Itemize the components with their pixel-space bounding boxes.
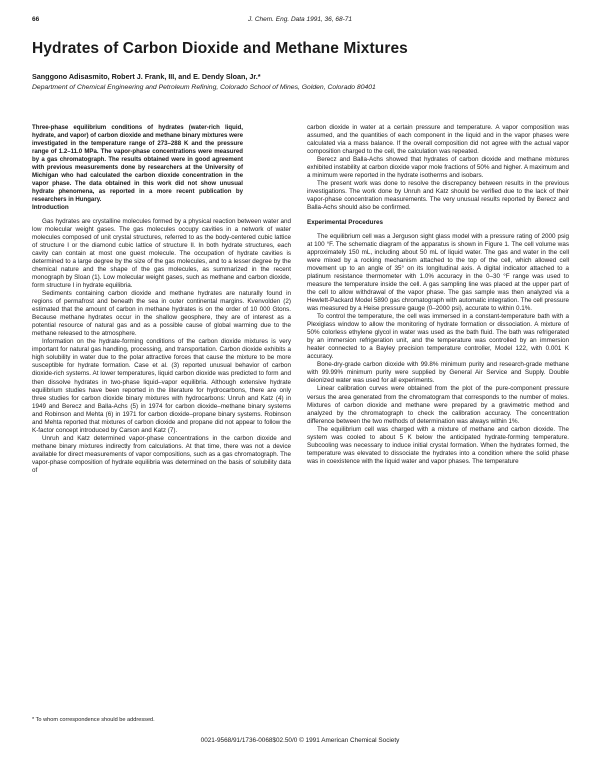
paragraph: To control the temperature, the cell was immersed in a constant-temperature bath with a Plexiglass window to allow the monitoring of hydrate formation or dissociation. A mixture of 50% colorless ethylene glycol in water was used as the bath fluid. The bath was refrigerated by an immersion refrigeration unit, and the temperature was controlled by an immersion heater connected to a Bayley precision temperature controller, Model 122, with 0.001 K accuracy. bbox=[307, 313, 569, 361]
footnote: * To whom correspondence should be addressed. bbox=[32, 717, 155, 723]
author-list: Sanggono Adisasmito, Robert J. Frank, III, and E. Dendy Sloan, Jr.* bbox=[32, 72, 261, 81]
paragraph: Information on the hydrate-forming conditions of the carbon dioxide mixtures is very important for natural gas handling, processing, and transportation. Carbon dioxide exhibits a high solubility in water due to the polar attractive forces that cause the mixture to be more susceptible for hydrate formation. Case et al. (3) reported unusual behavior of carbon dioxide-rich systems. At lower temperatures, liquid carbon dioxide was predicted to form and then dissolve hydrates in two-phase liquid–vapor equilibria. Although extensive hydrate equilibrium studies have been reported in the literature for hydrocarbons, there are only three studies for carbon dioxide binary mixtures with hydrocarbons: Unruh and Katz (4) in 1949 and Berecz and Balla-Achs (5) in 1974 for carbon dioxide–methane binary systems and Robinson and Mehta (6) in 1971 for carbon dioxide–propane binary systems. Robinson and Mehta reported that mixtures of carbon dioxide and propane did not appear to follow the K-factor concept introduced by Carson and Katz (7). bbox=[32, 338, 291, 434]
paragraph: The equilibrium cell was charged with a mixture of methane and carbon dioxide. The system was cooled to about 5 K below the anticipated hydrate-forming temperature. Subcooling was necessary to induce initial crystal formation. When the hydrates formed, the temperature was elevated to dissociate the hydrates into a condition where the solid phase was in coexistence with the liquid water and vapor phases. The temperature bbox=[307, 425, 569, 465]
page-number: 66 bbox=[32, 16, 40, 23]
paragraph: Unruh and Katz determined vapor-phase concentrations in the carbon dioxide and methane binary mixtures indirectly from calculations. At that time, there was not a device available for direct measurements of vapor compositions, such as a gas chromatograph. The vapor-phase composition of hydrate equilibria was determined on the basis of solubility data of bbox=[32, 434, 291, 475]
affiliation: Department of Chemical Engineering and Petroleum Refining, Colorado School of Mines, Golden, Colorado 80401 bbox=[32, 84, 376, 91]
journal-citation: J. Chem. Eng. Data 1991, 36, 68-71 bbox=[247, 16, 353, 23]
paragraph: Sediments containing carbon dioxide and methane hydrates are naturally found in regions of permafrost and beneath the sea in outer continental margins. Kvenvolden (2) estimated that the amount of carbon in methane hydrates is on the order of 10 000 Gtons. Because methane hydrates occur in the shallow geosphere, they are of interest as a potential resource of natural gas and as a possible cause of global warming due to the methane released to the atmosphere. bbox=[32, 290, 291, 338]
paragraph: carbon dioxide in water at a certain pressure and temperature. A vapor composition was assumed, and the quantities of each component in the liquid and in the vapor phases were calculated via a mass balance. If the overall composition did not agree with the actual vapor composition charged to the cell, the calculation was repeated. bbox=[307, 124, 569, 156]
paragraph: Linear calibration curves were obtained from the plot of the pure-component pressure versus the area generated from the chromatogram that corresponds to the number of moles. Mixtures of carbon dioxide and methane were prepared by a gravimetric method and analyzed by the chromatograph to check the calibration accuracy. The concentration difference between the two methods of determination was always within 1%. bbox=[307, 385, 569, 425]
paragraph: The present work was done to resolve the discrepancy between results in the previous investigations. The work done by Unruh and Katz should be verified due to the lack of their vapor-phase concentration measurements. The very unusual results reported by Berecz and Balla-Achs should also be confirmed. bbox=[307, 180, 569, 212]
section-heading-introduction: Introduction bbox=[32, 203, 69, 211]
left-column bbox=[32, 124, 291, 475]
paragraph: Berecz and Balla-Achs showed that hydrates of carbon dioxide and methane mixtures exhibited instability at carbon dioxide vapor mole fractions of 50% and higher. A maximum and a minimum were reported in the hydrate isotherms and isobars. bbox=[307, 156, 569, 180]
paragraph: The equilibrium cell was a Jerguson sight glass model with a pressure rating of 2000 psig at 100 °F. The schematic diagram of the apparatus is shown in Figure 1. The cell volume was approximately 150 mL, including about 50 mL of liquid water. The gas and water in the cell were mixed by a rocking mechanism attached to the top of the cell, which allowed cell movement up to an angle of 35° on its longitudinal axis. A digital indicator attached to a platinum resistance thermometer with 1.0% accuracy in the 0–30 °F range was used to measure the temperature inside the cell. A gas sampling line was placed at the upper part of the cell to allow withdrawal of the vapor phase. The gas sample was then analyzed via a Hewlett-Packard Model 5890 gas chromatograph with automatic integration. The cell pressure was measured by a Heise pressure gauge (0–2000 psi), accurate to within 0.1%. bbox=[307, 232, 569, 312]
copyright-line: 0021-9568/91/1736-0068$02.50/0 © 1991 American Chemical Society bbox=[200, 737, 400, 744]
abstract: Three-phase equilibrium conditions of hydrates (water-rich liquid, hydrate, and vapor) of carbon dioxide and methane binary mixtures were investigated in the temperature range of 273–288 K and the pressure range of 1.2–11.0 MPa. The vapor-phase concentrations were measured by a gas chromatograph. The results obtained were in good agreement with previous measurements done by researchers at the University of Michigan who had calculated the carbon dioxide concentration in the vapor phase. The data obtained in this work did not show unusual hydrate phenomena, as reported in a more recent publication by researchers in Hungary. bbox=[32, 124, 243, 203]
paragraph: Bone-dry-grade carbon dioxide with 99.8% minimum purity and research-grade methane with 99.99% minimum purity were supplied by General Air Service and Supply. Double deionized water was used for all experiments. bbox=[307, 361, 569, 385]
paragraph: Gas hydrates are crystalline molecules formed by a physical reaction between water and low molecular weight gases. The gas molecules occupy cavities in a network of water molecules composed of unit crystal structures, referred to as the body-centered cubic lattice of structure I or the diamond cubic lattice of structure II. In both hydrate structures, each cavity can contain at most one guest molecule. The occupation of hydrate cavities is determined to a large degree by the size of the gas molecules, and to a lesser degree by the chemical nature and the shape of the gas molecules, as summarized in the recent monograph by Sloan (1). Low molecular weight gases, such as methane and carbon dioxide, form structure I in hydrate equilibria. bbox=[32, 217, 291, 289]
right-column bbox=[307, 124, 569, 466]
article-title: Hydrates of Carbon Dioxide and Methane Mixtures bbox=[32, 40, 408, 57]
running-header bbox=[32, 16, 568, 26]
section-heading-experimental: Experimental Procedures bbox=[307, 218, 383, 226]
